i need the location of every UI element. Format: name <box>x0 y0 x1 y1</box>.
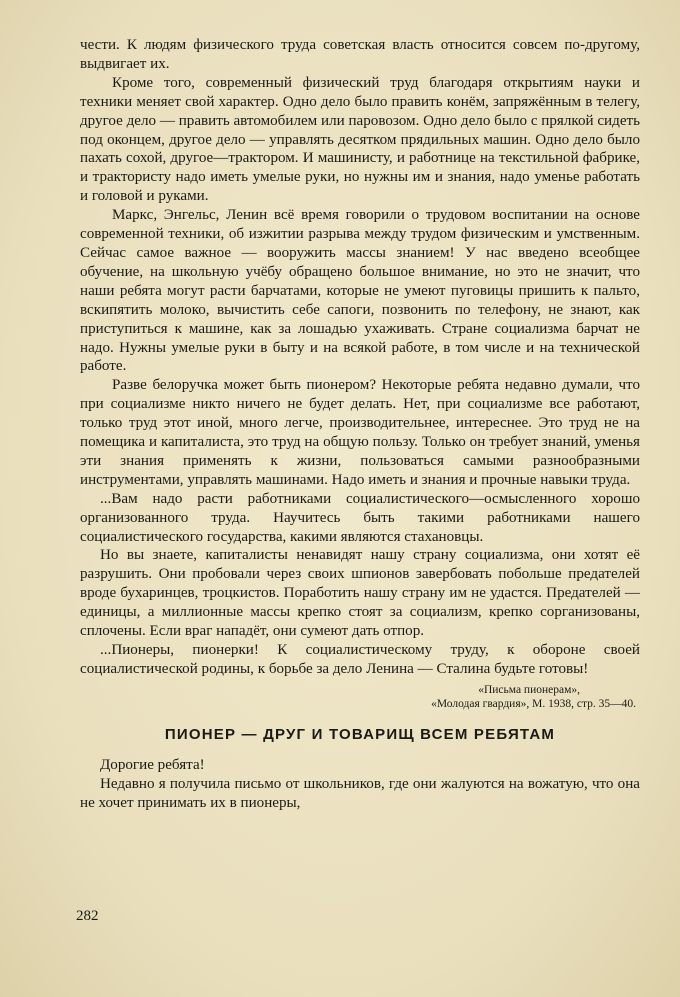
source-citation-publisher: «Молодая гвардия», М. 1938, стр. 35—40. <box>431 697 636 710</box>
paragraph: ...Вам надо расти работниками социалистического—осмысленного хорошо организованного труда. Научитесь быть такими работниками нашего социалистического государства, какими являются стахановцы. <box>80 490 640 545</box>
paragraph: ...Пионеры, пионерки! К социалистическому труду, к обороне своей социалистической родины, к борьбе за дело Ленина — Сталина будьте готовы! <box>80 642 640 677</box>
paragraph-continued: чести. К людям физического труда советская власть относится совсем по-другому, выдвигает их. <box>80 37 640 72</box>
source-citation-title: «Письма пионерам», <box>478 683 580 696</box>
text-column <box>80 36 640 812</box>
paragraph: Но вы знаете, капиталисты ненавидят нашу страну социализма, они хотят её разрушить. Они пробовали через своих шпионов завербовать побольше предателей вроде бухаринцев, троцкистов. Поработить нашу страну им не удастся. Предателей — единицы, а миллионные массы крепко стоят за социализм, крепко сорганизованы, сплочены. Если враг нападёт, они сумеют дать отпор. <box>80 547 640 640</box>
paragraph: Разве белоручка может быть пионером? Некоторые ребята недавно думали, что при социализме никто ничего не будет делать. Нет, при социализме все работают, только труд этот иной, много легче, производительнее, интереснее. Это труд не на помещика и капиталиста, это труд на общую пользу. Только он требует знаний, уменья эти знания применять к жизни, пользоваться самыми разнообразными инструментами, управлять машинами. Надо иметь и знания и прочные навыки труда. <box>80 377 640 488</box>
paragraph: Кроме того, современный физический труд благодаря открытиям науки и техники меняет свой характер. Одно дело было править конём, запряжённым в телегу, другое дело — править автомобилем или паровозом. Одно дело было с прялкой сидеть под оконцем, другое дело — управлять десятком прядильных машин. Одно дело было пахать сохой, другое—трактором. И машинисту, и работнице на текстильной фабрике, и трактористу надо иметь умелые руки, но нужны им и знания, надо уменье работать и головой и руками. <box>80 74 640 205</box>
paragraph: Маркс, Энгельс, Ленин всё время говорили о трудовом воспитании на основе современной техники, об изжитии разрыва между трудом физическим и умственным. Сейчас самое важное — вооружить массы знанием! У нас введено всеобщее обучение, на школьную учёбу обращено большое внимание, но это не значит, что наши ребята могут расти барчатами, которые не умеют пуговицы пришить к пальто, вскипятить молоко, вычистить себе сапоги, позвонить по телефону, не знают, как приступиться к машине, как за лошадью ухаживать. Стране социализма барчат не надо. Нужны умелые руки в быту и на всякой работе, в том числе и на технической работе. <box>80 207 640 375</box>
page-number: 282 <box>76 908 99 924</box>
greeting: Дорогие ребята! <box>100 756 205 773</box>
section-heading: ПИОНЕР — ДРУГ И ТОВАРИЩ ВСЕМ РЕБЯТАМ <box>164 725 556 743</box>
paragraph: Недавно я получила письмо от школьников, где они жалуются на вожатую, что она не хочет принимать их в пионеры, <box>80 775 640 811</box>
